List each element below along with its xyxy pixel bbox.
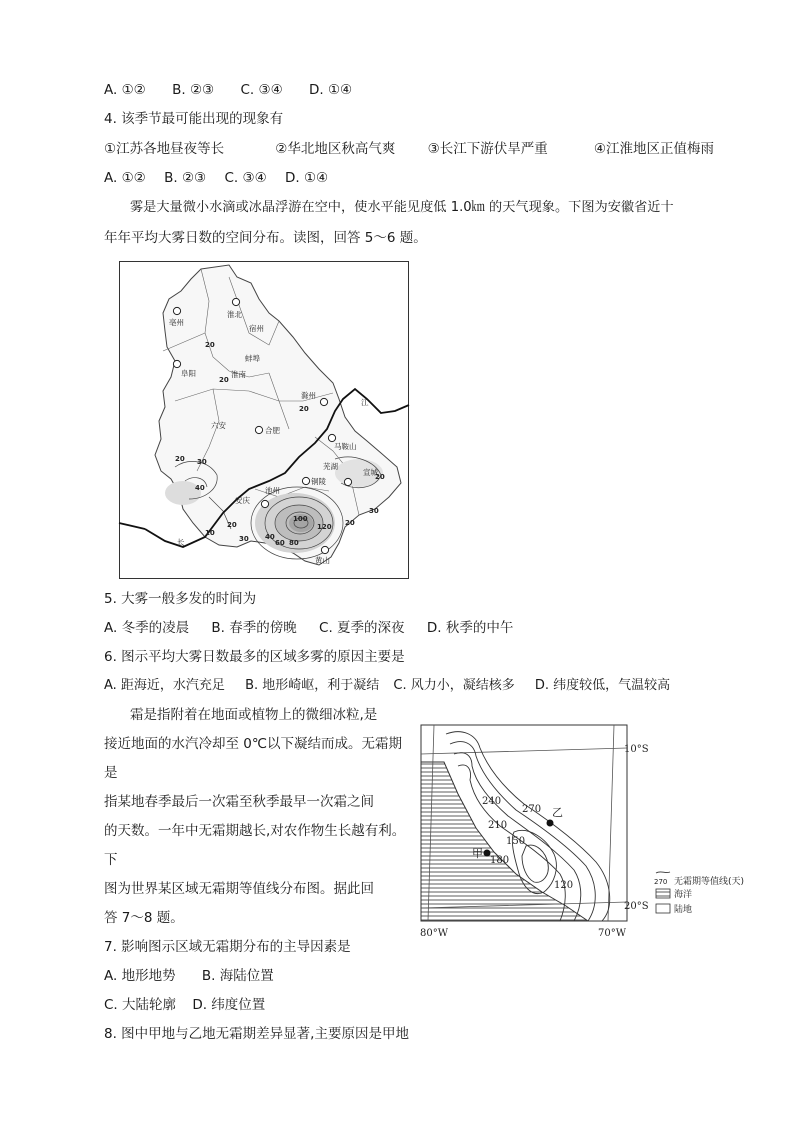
fog-intro-line1: 雾是大量微小水滴或冰晶浮游在空中，使水平能见度低 1.0㎞ 的天气现象。下图为安徽省近十 [130,200,674,215]
city-fuyang: 阜阳 [181,369,196,378]
legend-sea-label: 海洋 [674,890,693,900]
city-tongling: 铜陵 [311,477,326,486]
q4-options [104,168,342,188]
isoline-value: 60 [275,539,285,547]
lat-label-20s: 20°S [624,901,649,912]
q6-stem: 6. 图示平均大雾日数最多的区域多雾的原因主要是 [104,649,405,665]
point-yi-label: 乙 [552,806,563,819]
isoline-value: 30 [239,535,249,543]
q7-option-a: A. 地形地势 [104,968,176,984]
isoline-value: 10 [205,529,215,537]
isoline-value: 20 [219,376,229,384]
isoline-value: 120 [554,880,574,891]
frost-intro-line3: 是 [104,765,118,781]
point-jia-label: 甲 [472,847,483,860]
frost-intro-line2: 接近地面的水汽冷却至 0℃以下凝结而成。无霜期 [104,736,403,752]
city-luan: 六安 [211,421,226,430]
isoline-value: 210 [488,820,508,831]
frost-intro-line7: 图为世界某区域无霜期等值线分布图。据此回 [104,881,374,897]
river-label-chang: 长 [177,538,185,547]
q4-option-b: B. ②③ [164,170,207,186]
city-bozhou: 亳州 [169,318,184,327]
q7-stem: 7. 影响图示区域无霜期分布的主导因素是 [104,939,351,955]
q4-phenomena [104,139,714,159]
isoline-value: 20 [175,455,185,463]
q4-phenomenon-4: ④江淮地区正值梅雨 [593,141,714,157]
q3-option-c: C. ③④ [240,82,283,98]
isoline-value: 100 [293,515,308,523]
city-huaibei: 淮北 [227,310,242,319]
city-bengbu: 蚌埠 [245,354,260,363]
city-suzhou: 宿州 [249,324,264,333]
legend-sea-swatch [656,889,670,898]
isoline-value: 40 [195,484,205,492]
point-yi-marker [547,820,554,827]
q6-option-d: D. 纬度较低，气温较高 [534,678,671,693]
frost-intro-line6: 下 [104,852,118,868]
q4-option-c: C. ③④ [224,170,267,186]
frost-intro-line8: 答 7～8 题。 [104,910,184,926]
lon-label-70w: 70°W [598,928,627,939]
q5-option-a: A. 冬季的凌晨 [104,620,190,636]
isoline-value: 270 [522,804,542,815]
legend-land-label: 陆地 [674,905,693,915]
q7-option-d: D. 纬度位置 [192,997,266,1013]
river-label-jiang: 江 [361,398,369,407]
q3-option-d: D. ①④ [308,82,353,98]
q3-options [104,80,374,100]
q6-option-c: C. 风力小，凝结核多 [393,678,515,693]
legend-isoline-sample: 270 [654,878,668,886]
isoline-value: 180 [490,855,510,866]
q4-option-d: D. ①④ [284,170,329,186]
q6-option-b: B. 地形崎岖，利于凝结 [245,678,380,693]
isoline-value: 20 [227,521,237,529]
city-huangshan: 黄山 [315,556,330,565]
q4-phenomenon-2: ②华北地区秋高气爽 [275,141,396,157]
legend-land-swatch [656,904,670,913]
isoline-value: 80 [289,539,299,547]
q5-option-c: C. 夏季的深夜 [319,620,405,636]
q8-stem: 8. 图中甲地与乙地无霜期差异显著,主要原因是甲地 [104,1026,409,1042]
isoline-value: 40 [265,533,275,541]
isoline-value: 150 [506,836,526,847]
lat-label-10s: 10°S [624,744,649,755]
fog-intro-line2: 年年平均大雾日数的空间分布。读图，回答 5～6 题。 [104,230,427,246]
city-chuzhou: 滁州 [301,391,316,400]
city-anqing: 安庆 [235,496,250,505]
city-wuhu: 芜湖 [323,462,338,471]
isoline-value: 240 [482,796,502,807]
q5-option-b: B. 春季的傍晚 [211,620,297,636]
q5-option-d: D. 秋季的中午 [426,620,514,636]
city-xuancheng: 宣城 [363,468,378,477]
isoline-value: 20 [345,519,355,527]
isoline-value: 20 [205,341,215,349]
q7-options-row2 [104,995,287,1015]
isoline-value: 120 [317,523,332,531]
q4-option-a: A. ①② [104,170,146,186]
isoline-value: 20 [299,405,309,413]
frost-intro-line5: 的天数。一年中无霜期越长,对农作物生长越有利。 [104,823,406,839]
city-huainan: 淮南 [231,370,246,379]
q4-phenomenon-1: ①江苏各地昼夜等长 [104,141,225,157]
city-hefei: 合肥 [265,426,280,435]
q7-options-row1 [104,966,296,986]
q4-stem: 4. 该季节最可能出现的现象有 [104,111,284,127]
q3-option-b: B. ②③ [172,82,215,98]
lon-label-80w: 80°W [420,928,449,939]
q7-option-b: B. 海陆位置 [201,968,274,984]
isoline-value: 20 [375,473,385,481]
q6-option-a: A. 距海近，水汽充足 [104,678,225,693]
isoline-value: 30 [197,458,207,466]
legend-isoline-label: 无霜期等值线(天) [674,877,745,887]
city-chizhou: 池州 [265,486,280,495]
frost-free-map [418,722,745,942]
frost-intro-line4: 指某地春季最后一次霜至秋季最早一次霜之间 [104,794,374,810]
isoline-value: 30 [369,507,379,515]
q3-option-a: A. ①② [104,82,146,98]
map2-legend [654,872,744,915]
q5-stem: 5. 大雾一般多发的时间为 [104,591,257,607]
anhui-fog-map [119,261,409,579]
city-maanshan: 马鞍山 [334,442,357,451]
q5-options [104,618,535,638]
frost-intro-line1: 霜是指附着在地面或植物上的微细冰粒,是 [130,707,378,723]
q6-options [104,676,670,696]
q7-option-c: C. 大陆轮廓 [104,997,177,1013]
q4-phenomenon-3: ③长江下游伏旱严重 [427,141,548,157]
